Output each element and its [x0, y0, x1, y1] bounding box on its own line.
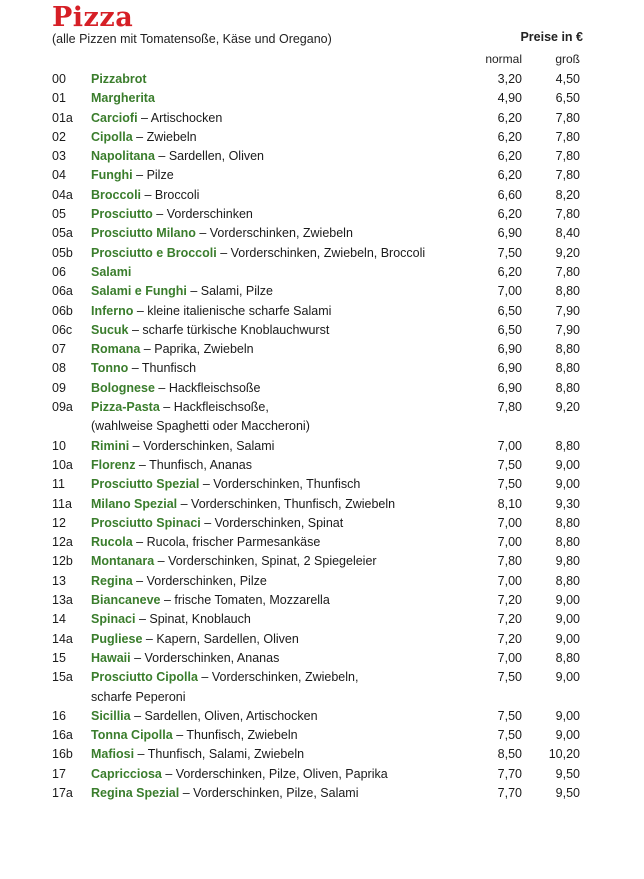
item-separator: –: [130, 708, 145, 723]
item-separator: –: [186, 284, 201, 299]
menu-item: [0, 244, 644, 263]
item-separator: –: [152, 207, 167, 222]
price-gross: 9,50: [555, 766, 580, 781]
item-description: [91, 147, 471, 166]
item-name: Cipolla: [91, 129, 133, 144]
item-name: Pizzabrot: [91, 72, 147, 86]
item-separator: –: [154, 149, 169, 164]
item-description: [91, 552, 471, 571]
item-number: 12a: [52, 535, 73, 550]
menu-item: [0, 456, 644, 475]
item-separator: –: [132, 129, 147, 144]
item-separator: –: [132, 535, 147, 550]
item-number: 11a: [52, 496, 72, 511]
item-ingredients: Vorderschinken: [166, 207, 253, 222]
item-separator: –: [172, 728, 187, 743]
item-separator: –: [134, 747, 148, 762]
item-name: Montanara: [91, 554, 155, 569]
price-normal: 7,80: [497, 554, 522, 569]
item-name: Regina Spezial: [91, 785, 180, 800]
item-separator: –: [179, 785, 194, 800]
item-description: [91, 340, 471, 359]
item-name: Sicillia: [91, 708, 131, 723]
item-description: [91, 572, 471, 591]
item-description: [91, 205, 471, 224]
price-gross: 9,80: [555, 554, 580, 569]
item-number: 17: [52, 766, 66, 781]
item-separator: –: [128, 361, 142, 376]
price-gross: 7,80: [555, 264, 580, 279]
item-ingredients: Vorderschinken, Pilze, Salami: [193, 785, 359, 800]
item-separator: –: [141, 187, 155, 202]
item-ingredients-continued: scharfe Peperoni: [91, 689, 186, 704]
price-gross: 7,90: [555, 322, 580, 337]
price-normal: 7,00: [497, 535, 522, 550]
menu-item: [0, 707, 644, 726]
item-name: Prosciutto Spinaci: [91, 515, 201, 530]
item-description: [91, 321, 471, 340]
item-ingredients: Sardellen, Oliven, Artischocken: [144, 708, 318, 723]
item-ingredients: Hackfleischsoße,: [173, 400, 269, 415]
menu-item: [0, 668, 644, 707]
price-normal: 7,70: [497, 785, 522, 800]
item-number: 05: [52, 207, 66, 222]
item-description: [91, 591, 471, 610]
menu-item: [0, 552, 644, 571]
price-normal: 3,20: [497, 72, 522, 86]
item-ingredients: Vorderschinken, Ananas: [144, 650, 280, 665]
item-description: [91, 649, 471, 668]
item-number: 08: [52, 361, 66, 376]
price-gross: 9,00: [555, 477, 580, 492]
menu-item: [0, 745, 644, 764]
item-description: [91, 533, 471, 552]
item-name: Prosciutto Spezial: [91, 477, 200, 492]
item-description: [91, 668, 471, 707]
item-ingredients: Paprika, Zwiebeln: [154, 342, 254, 357]
column-header-gross: groß: [555, 52, 580, 66]
price-gross: 7,80: [555, 149, 580, 164]
item-number: 11: [52, 477, 65, 492]
item-ingredients: Zwiebeln: [146, 129, 197, 144]
item-separator: –: [195, 226, 210, 241]
price-normal: 6,50: [497, 322, 522, 337]
item-description: [91, 244, 471, 263]
item-description: [91, 166, 471, 185]
item-name: Rucola: [91, 535, 133, 550]
item-number: 14a: [52, 631, 73, 646]
item-separator: –: [133, 303, 148, 318]
menu-item: [0, 398, 644, 437]
item-ingredients: Thunfisch, Salami, Zwiebeln: [147, 747, 305, 762]
price-gross: 7,80: [555, 207, 580, 222]
item-separator: –: [216, 245, 231, 260]
menu-item: [0, 205, 644, 224]
item-number: 05a: [52, 226, 73, 241]
item-separator: –: [197, 670, 212, 685]
price-gross: 7,80: [555, 129, 580, 144]
item-number: 06c: [52, 322, 73, 337]
item-number: 15: [52, 650, 66, 665]
menu-item: [0, 765, 644, 784]
item-number: 06a: [52, 284, 73, 299]
menu-item: [0, 726, 644, 745]
item-description: [91, 89, 471, 108]
price-normal: 6,20: [497, 149, 522, 164]
item-description: [91, 475, 471, 494]
item-name: Prosciutto Milano: [91, 226, 196, 241]
price-gross: 8,80: [555, 650, 580, 665]
menu-item: [0, 649, 644, 668]
item-description: [91, 630, 471, 649]
item-name: Salami e Funghi: [91, 284, 187, 299]
item-name: Prosciutto: [91, 207, 153, 222]
menu-item: [0, 784, 644, 803]
item-description: [91, 398, 471, 437]
price-gross: 9,30: [555, 496, 580, 511]
price-gross: 9,50: [555, 785, 580, 800]
price-normal: 7,00: [497, 284, 522, 299]
pizza-list: [0, 70, 644, 803]
item-name: Bolognese: [91, 380, 155, 395]
menu-item: [0, 533, 644, 552]
item-separator: –: [137, 110, 151, 125]
item-ingredients: Kapern, Sardellen, Oliven: [156, 631, 299, 646]
item-name: Prosciutto Cipolla: [91, 670, 198, 685]
item-number: 09a: [52, 400, 73, 415]
item-name: Prosciutto e Broccoli: [91, 245, 217, 260]
item-name: Rimini: [91, 438, 130, 453]
price-normal: 7,50: [497, 708, 522, 723]
item-number: 12b: [52, 554, 73, 569]
price-gross: 7,90: [555, 303, 580, 318]
price-normal: 6,20: [497, 207, 522, 222]
price-gross: 9,00: [555, 457, 580, 472]
menu-item: [0, 147, 644, 166]
price-normal: 6,20: [497, 264, 522, 279]
menu-item: [0, 109, 644, 128]
item-separator: –: [135, 457, 150, 472]
price-normal: 6,50: [497, 303, 522, 318]
page-title: Pizza: [52, 2, 134, 33]
price-normal: 7,20: [497, 612, 522, 627]
price-gross: 6,50: [555, 91, 580, 106]
item-number: 17a: [52, 785, 73, 800]
price-gross: 8,80: [555, 573, 580, 588]
price-gross: 4,50: [555, 72, 580, 86]
price-normal: 7,00: [497, 515, 522, 530]
item-name: Biancaneve: [91, 593, 161, 608]
item-ingredients: Vorderschinken, Zwiebeln,: [211, 670, 359, 685]
item-ingredients: Artischocken: [150, 110, 223, 125]
item-description: [91, 514, 471, 533]
menu-item: [0, 630, 644, 649]
item-separator: –: [154, 380, 169, 395]
item-number: 04a: [52, 187, 73, 202]
item-number: 16a: [52, 728, 73, 743]
item-name: Pizza-Pasta: [91, 400, 160, 415]
item-description: [91, 263, 471, 282]
item-separator: –: [130, 650, 145, 665]
price-gross: 8,80: [555, 380, 580, 395]
item-number: 02: [52, 129, 66, 144]
item-number: 10: [52, 438, 66, 453]
item-name: Tonna Cipolla: [91, 728, 173, 743]
column-header-normal: normal: [485, 52, 522, 66]
item-separator: –: [129, 438, 144, 453]
item-name: Sucuk: [91, 322, 129, 337]
item-number: 14: [52, 612, 66, 627]
price-normal: 6,90: [497, 226, 522, 241]
item-description: [91, 784, 471, 803]
price-normal: 6,20: [497, 168, 522, 183]
price-gross: 9,00: [555, 728, 580, 743]
item-name: Mafiosi: [91, 747, 135, 762]
item-number: 13: [52, 573, 66, 588]
menu-item: [0, 514, 644, 533]
item-ingredients: Vorderschinken, Pilze: [146, 573, 267, 588]
price-gross: 8,80: [555, 515, 580, 530]
item-ingredients: Broccoli: [154, 187, 200, 202]
item-ingredients: Pilze: [146, 168, 174, 183]
item-number: 10a: [52, 457, 73, 472]
item-name: Capricciosa: [91, 766, 162, 781]
item-ingredients: Vorderschinken, Thunfisch: [213, 477, 361, 492]
item-number: 05b: [52, 245, 73, 260]
item-separator: –: [159, 400, 174, 415]
price-normal: 8,10: [497, 496, 522, 511]
menu-item: [0, 263, 644, 282]
item-number: 16: [52, 708, 66, 723]
item-separator: –: [132, 573, 147, 588]
item-name: Margherita: [91, 91, 155, 106]
menu-item: [0, 591, 644, 610]
menu-item: [0, 70, 644, 89]
item-ingredients: Thunfisch: [141, 361, 197, 376]
item-name: Florenz: [91, 457, 136, 472]
price-gross: 7,80: [555, 110, 580, 125]
item-description: [91, 765, 471, 784]
menu-item: [0, 282, 644, 301]
menu-item: [0, 359, 644, 378]
price-normal: 4,90: [497, 91, 522, 106]
price-gross: 9,20: [555, 400, 580, 415]
price-normal: 7,70: [497, 766, 522, 781]
price-gross: 9,00: [555, 708, 580, 723]
price-normal: 6,90: [497, 361, 522, 376]
menu-item: [0, 224, 644, 243]
item-ingredients: Vorderschinken, Spinat: [214, 515, 344, 530]
price-normal: 8,50: [497, 747, 522, 762]
item-separator: –: [160, 593, 175, 608]
item-number: 04: [52, 168, 66, 183]
item-description: [91, 456, 471, 475]
menu-item: [0, 186, 644, 205]
item-ingredients: frische Tomaten, Mozzarella: [174, 593, 330, 608]
item-description: [91, 610, 471, 629]
menu-item: [0, 379, 644, 398]
item-number: 09: [52, 380, 66, 395]
item-separator: –: [140, 342, 155, 357]
item-separator: –: [199, 477, 214, 492]
price-gross: 8,80: [555, 284, 580, 299]
price-gross: 8,80: [555, 535, 580, 550]
item-description: [91, 359, 471, 378]
item-number: 06b: [52, 303, 73, 318]
item-ingredients-continued: (wahlweise Spaghetti oder Maccheroni): [91, 419, 310, 434]
price-normal: 6,20: [497, 129, 522, 144]
menu-item: [0, 128, 644, 147]
item-ingredients: kleine italienische scharfe Salami: [147, 303, 332, 318]
menu-item: [0, 166, 644, 185]
item-ingredients: Sardellen, Oliven: [168, 149, 265, 164]
price-normal: 7,00: [497, 650, 522, 665]
item-description: [91, 70, 471, 89]
item-separator: –: [132, 168, 147, 183]
item-ingredients: Thunfisch, Zwiebeln: [186, 728, 298, 743]
item-description: [91, 745, 471, 764]
item-name: Funghi: [91, 168, 133, 183]
item-separator: –: [128, 322, 143, 337]
item-separator: –: [161, 766, 176, 781]
menu-item: [0, 495, 644, 514]
item-description: [91, 128, 471, 147]
item-description: [91, 707, 471, 726]
item-description: [91, 495, 471, 514]
item-name: Carciofi: [91, 110, 138, 125]
item-description: [91, 379, 471, 398]
item-ingredients: Salami, Pilze: [200, 284, 274, 299]
price-normal: 7,50: [497, 477, 522, 492]
item-ingredients: scharfe türkische Knoblauchwurst: [142, 322, 330, 337]
item-separator: –: [142, 631, 157, 646]
price-gross: 8,40: [555, 226, 580, 241]
price-normal: 7,50: [497, 245, 522, 260]
item-number: 03: [52, 149, 66, 164]
price-normal: 7,00: [497, 573, 522, 588]
item-number: 01: [52, 91, 66, 106]
item-ingredients: Vorderschinken, Zwiebeln: [209, 226, 353, 241]
price-heading: Preise in €: [520, 30, 583, 44]
item-ingredients: Thunfisch, Ananas: [149, 457, 252, 472]
menu-item: [0, 340, 644, 359]
item-name: Spinaci: [91, 612, 136, 627]
price-normal: 6,20: [497, 110, 522, 125]
item-number: 07: [52, 342, 66, 357]
item-name: Tonno: [91, 361, 129, 376]
menu-item: [0, 321, 644, 340]
menu-item: [0, 475, 644, 494]
price-gross: 8,80: [555, 342, 580, 357]
item-name: Hawaii: [91, 650, 131, 665]
item-number: 12: [52, 515, 66, 530]
item-number: 16b: [52, 747, 73, 762]
item-ingredients: Vorderschinken, Pilze, Oliven, Paprika: [175, 766, 388, 781]
price-gross: 9,00: [555, 593, 580, 608]
item-description: [91, 109, 471, 128]
price-normal: 7,20: [497, 593, 522, 608]
price-gross: 8,80: [555, 438, 580, 453]
price-gross: 10,20: [548, 747, 580, 762]
item-ingredients: Vorderschinken, Zwiebeln, Broccoli: [230, 245, 426, 260]
price-normal: 7,20: [497, 631, 522, 646]
item-name: Broccoli: [91, 187, 142, 202]
page-subtitle: (alle Pizzen mit Tomatensoße, Käse und Oregano): [52, 32, 332, 46]
item-separator: –: [135, 612, 150, 627]
item-separator: –: [200, 515, 215, 530]
price-normal: 7,50: [497, 457, 522, 472]
price-gross: 9,00: [555, 631, 580, 646]
price-normal: 6,60: [497, 187, 522, 202]
item-ingredients: Vorderschinken, Thunfisch, Zwiebeln: [191, 496, 396, 511]
item-number: 13a: [52, 593, 73, 608]
price-gross: 7,80: [555, 168, 580, 183]
item-ingredients: Vorderschinken, Salami: [143, 438, 275, 453]
menu-item: [0, 572, 644, 591]
item-ingredients: Spinat, Knoblauch: [149, 612, 251, 627]
item-separator: –: [177, 496, 192, 511]
price-gross: 8,80: [555, 361, 580, 376]
item-name: Regina: [91, 573, 133, 588]
item-name: Milano Spezial: [91, 496, 178, 511]
price-normal: 7,00: [497, 438, 522, 453]
price-gross: 9,20: [555, 245, 580, 260]
item-description: [91, 726, 471, 745]
menu-item: [0, 437, 644, 456]
item-ingredients: Hackfleischsoße: [168, 380, 261, 395]
item-name: Pugliese: [91, 631, 143, 646]
menu-item: [0, 610, 644, 629]
item-ingredients: Vorderschinken, Spinat, 2 Spiegeleier: [168, 554, 377, 569]
item-name: Romana: [91, 342, 141, 357]
item-number: 15a: [52, 670, 73, 685]
item-description: [91, 224, 471, 243]
menu-item: [0, 89, 644, 108]
item-name: Napolitana: [91, 149, 155, 164]
price-gross: 9,00: [555, 670, 580, 685]
item-name: Salami: [91, 264, 132, 279]
item-number: 00: [52, 72, 66, 86]
item-description: [91, 282, 471, 301]
item-ingredients: Rucola, frischer Parmesankäse: [146, 535, 321, 550]
price-gross: 9,00: [555, 612, 580, 627]
price-normal: 7,50: [497, 728, 522, 743]
item-description: [91, 437, 471, 456]
price-normal: 7,80: [497, 400, 522, 415]
item-number: 06: [52, 264, 66, 279]
menu-item: [0, 302, 644, 321]
price-gross: 8,20: [555, 187, 580, 202]
item-separator: –: [154, 554, 169, 569]
price-normal: 6,90: [497, 380, 522, 395]
item-name: Inferno: [91, 303, 134, 318]
item-description: [91, 302, 471, 321]
price-normal: 6,90: [497, 342, 522, 357]
item-description: [91, 186, 471, 205]
item-number: 01a: [52, 110, 73, 125]
price-normal: 7,50: [497, 670, 522, 685]
